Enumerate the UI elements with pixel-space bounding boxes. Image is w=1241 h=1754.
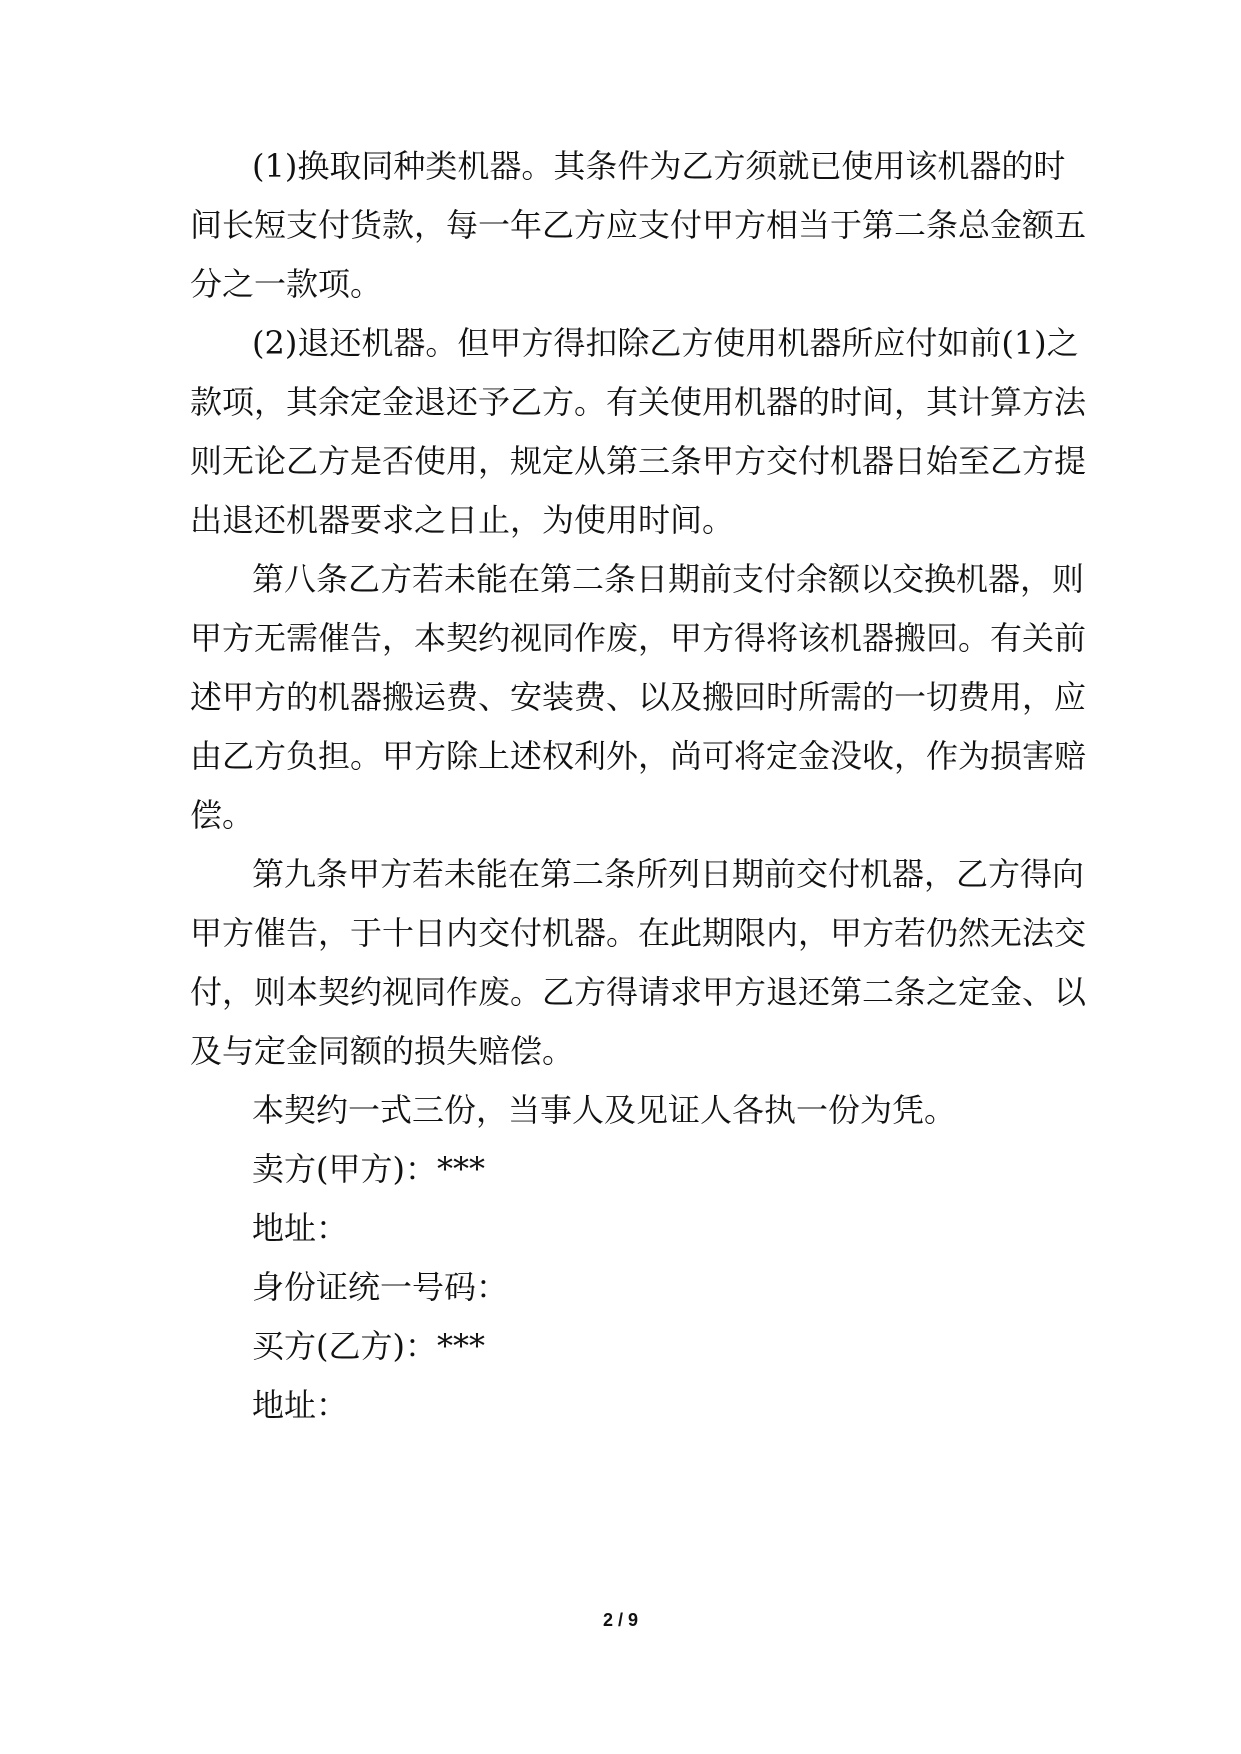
buyer-label: 买方(乙方)：*** <box>252 1327 485 1365</box>
paragraph-line: 分之一款项。 <box>190 265 383 303</box>
paragraph-line: (2)退还机器。但甲方得扣除乙方使用机器所应付如前(1)之 <box>252 324 1079 362</box>
page-number: 2 / 9 <box>602 1610 639 1630</box>
paragraph-line: 第九条甲方若未能在第二条所列日期前交付机器，乙方得向 <box>252 855 1085 893</box>
id-number-label: 身份证统一号码： <box>252 1268 509 1306</box>
paragraph-line: 出退还机器要求之日止，为使用时间。 <box>190 501 735 539</box>
paragraph-line: 甲方催告，于十日内交付机器。在此期限内，甲方若仍然无法交 <box>190 914 1087 952</box>
seller-address-label: 地址： <box>252 1209 349 1247</box>
paragraph-line: 由乙方负担。甲方除上述权利外，尚可将定金没收，作为损害赔 <box>190 737 1087 775</box>
paragraph-line: 则无论乙方是否使用，规定从第三条甲方交付机器日始至乙方提 <box>190 442 1087 480</box>
paragraph-line: 付，则本契约视同作废。乙方得请求甲方退还第二条之定金、以 <box>190 973 1087 1011</box>
paragraph-line: 及与定金同额的损失赔偿。 <box>190 1032 575 1070</box>
paragraph-line: 第八条乙方若未能在第二条日期前支付余额以交换机器，则 <box>252 560 1085 598</box>
paragraph-line: 间长短支付货款，每一年乙方应支付甲方相当于第二条总金额五 <box>190 206 1087 244</box>
paragraph-line: 述甲方的机器搬运费、安装费、以及搬回时所需的一切费用，应 <box>190 678 1087 716</box>
seller-label: 卖方(甲方)：*** <box>252 1150 485 1188</box>
buyer-address-label: 地址： <box>252 1386 349 1424</box>
paragraph-line: (1)换取同种类机器。其条件为乙方须就已使用该机器的时 <box>252 147 1066 185</box>
paragraph-line: 本契约一式三份，当事人及见证人各执一份为凭。 <box>252 1091 957 1129</box>
paragraph-line: 甲方无需催告，本契约视同作废，甲方得将该机器搬回。有关前 <box>190 619 1087 657</box>
paragraph-line: 偿。 <box>190 796 255 834</box>
paragraph-line: 款项，其余定金退还予乙方。有关使用机器的时间，其计算方法 <box>190 383 1087 421</box>
